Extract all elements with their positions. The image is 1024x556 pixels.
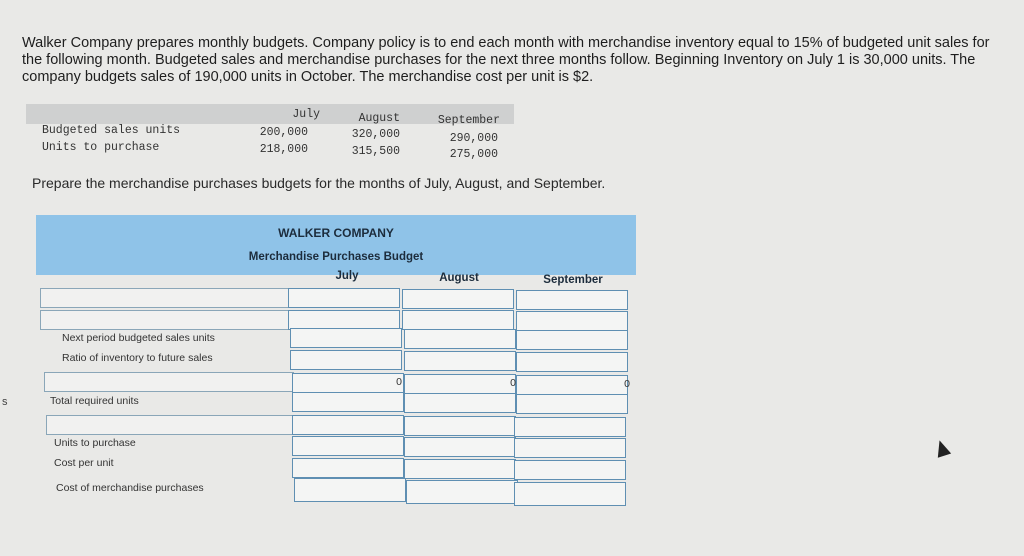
col-header-september: September	[543, 274, 603, 286]
units-to-purchase-label: Units to purchase	[54, 437, 136, 449]
row2-label-input[interactable]	[40, 310, 290, 330]
cost-of-purchases-label: Cost of merchandise purchases	[56, 482, 204, 494]
row7-september-input[interactable]	[514, 417, 626, 437]
total-required-august-input[interactable]	[404, 393, 516, 413]
row1-july-input[interactable]	[288, 288, 400, 308]
row5-july-total: 0	[396, 376, 402, 388]
total-required-label: Total required units	[50, 395, 139, 407]
row5-september-cell	[516, 375, 628, 395]
problem-statement: Walker Company prepares monthly budgets. Company policy is to end each month with merchandise inventory equal to 15% of budgeted unit sales for the following month. Budgeted sales and merchandise purchases for the next three months follow. Beginning Inventory on July 1 is 30,000 units. The company budgets sales of 190,000 units in October. The merchandise cost per unit is $2.	[22, 35, 990, 85]
purchases-budget-form	[36, 210, 636, 510]
given-row-label-purchases: Units to purchase	[42, 141, 160, 154]
row5-august-total: 0	[510, 377, 516, 389]
row1-label-input[interactable]	[40, 288, 290, 308]
ratio-label: Ratio of inventory to future sales	[62, 352, 213, 364]
cost-unit-july-input[interactable]	[292, 458, 404, 478]
col-header-july: July	[335, 270, 359, 282]
next-sales-july-input[interactable]	[290, 328, 402, 348]
given-data-table	[26, 104, 516, 162]
row2-july-input[interactable]	[288, 310, 400, 330]
given-header-september: September	[437, 114, 500, 127]
given-header-august: August	[358, 112, 400, 125]
given-sales-july: 200,000	[259, 126, 308, 139]
total-required-september-input[interactable]	[516, 394, 628, 414]
cost-purchases-september-input[interactable]	[514, 482, 626, 506]
cost-purchases-july-input[interactable]	[294, 478, 406, 502]
row5-september-total: 0	[624, 378, 630, 390]
given-sales-august: 320,000	[351, 128, 400, 141]
row2-september-input[interactable]	[516, 311, 628, 331]
ratio-july-input[interactable]	[290, 350, 402, 370]
budget-title-band	[36, 215, 636, 275]
row1-september-input[interactable]	[516, 290, 628, 310]
row1-august-input[interactable]	[402, 289, 514, 309]
col-header-august: August	[439, 272, 479, 284]
ratio-august-input[interactable]	[404, 351, 516, 371]
given-purchases-july: 218,000	[259, 143, 308, 156]
cost-purchases-august-input[interactable]	[406, 480, 518, 504]
budget-title: Merchandise Purchases Budget	[248, 251, 424, 263]
units-purchase-august-input[interactable]	[404, 437, 516, 457]
next-sales-august-input[interactable]	[404, 329, 516, 349]
next-sales-september-input[interactable]	[516, 330, 628, 350]
cost-per-unit-label: Cost per unit	[54, 457, 114, 469]
mouse-pointer-icon	[933, 438, 951, 458]
edge-glyph: s	[2, 396, 8, 408]
cost-unit-august-input[interactable]	[404, 459, 516, 479]
given-header-july: July	[292, 108, 320, 121]
cost-unit-september-input[interactable]	[514, 460, 626, 480]
row7-label-input[interactable]	[46, 415, 294, 435]
company-name: WALKER COMPANY	[278, 226, 394, 240]
row7-august-input[interactable]	[404, 416, 516, 436]
ratio-september-input[interactable]	[516, 352, 628, 372]
next-period-sales-label: Next period budgeted sales units	[62, 332, 215, 344]
row7-july-input[interactable]	[292, 415, 404, 435]
given-purchases-august: 315,500	[351, 145, 400, 158]
row5-label-input[interactable]	[44, 372, 294, 392]
row2-august-input[interactable]	[402, 310, 514, 330]
units-purchase-july-input[interactable]	[292, 436, 404, 456]
given-purchases-september: 275,000	[449, 148, 498, 161]
given-sales-september: 290,000	[449, 132, 498, 145]
units-purchase-september-input[interactable]	[514, 438, 626, 458]
row5-august-cell	[404, 374, 516, 394]
given-row-label-sales: Budgeted sales units	[42, 124, 181, 137]
total-required-july-input[interactable]	[292, 392, 404, 412]
instruction-text: Prepare the merchandise purchases budgets for the months of July, August, and September.	[32, 175, 606, 191]
